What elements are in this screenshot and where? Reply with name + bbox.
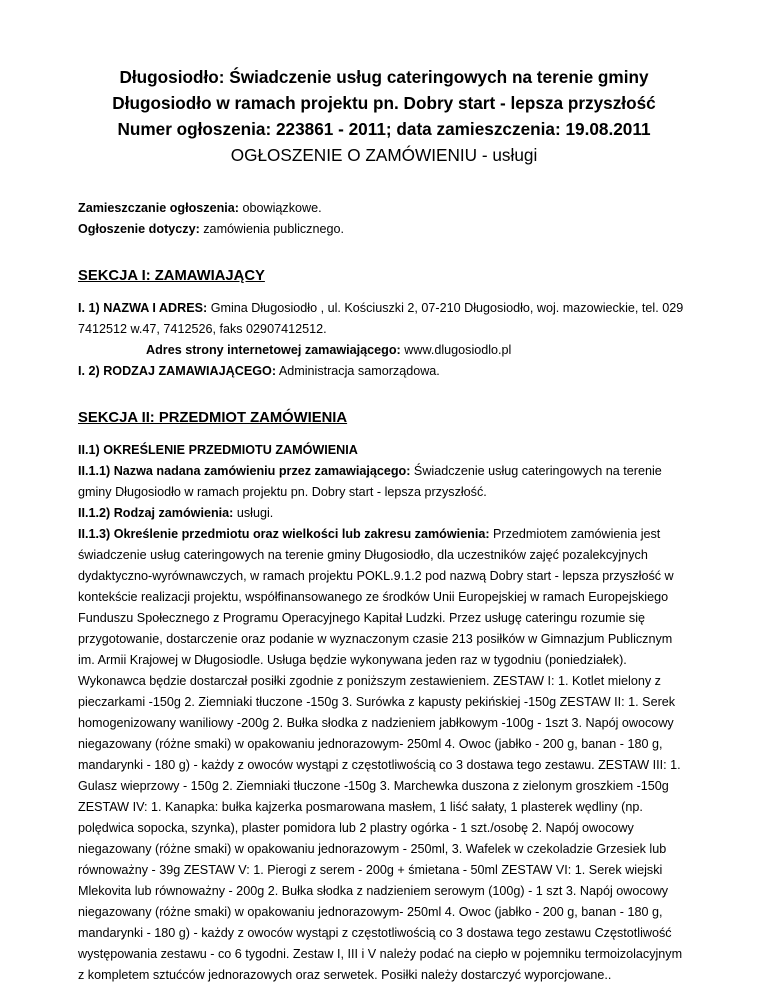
website-value: www.dlugosiodlo.pl (400, 343, 512, 357)
placing-label: Zamieszczanie ogłoszenia: (78, 201, 239, 215)
contract-kind-value: usługi. (233, 506, 274, 520)
contract-scope-row (78, 524, 690, 986)
website-row (78, 340, 690, 361)
contract-name-label: II.1.1) Nazwa nadana zamówieniu przez zamawiającego: (78, 464, 411, 478)
notice-meta (78, 198, 690, 240)
contract-scope-label: II.1.3) Określenie przedmiotu oraz wielkości lub zakresu zamówienia: (78, 527, 490, 541)
concerns-value: zamówienia publicznego. (199, 222, 344, 236)
contract-kind-row (78, 503, 690, 524)
authority-type-label: I. 2) RODZAJ ZAMAWIAJĄCEGO: (78, 364, 277, 378)
title-line-3: Numer ogłoszenia: 223861 - 2011; data zamieszczenia: 19.08.2011 (117, 119, 651, 139)
authority-type-value: Administracja samorządowa. (276, 364, 440, 378)
authority-type-row (78, 361, 690, 382)
contract-kind-label: II.1.2) Rodzaj zamówienia: (78, 506, 234, 520)
concerns-label: Ogłoszenie dotyczy: (78, 222, 200, 236)
contract-name-row (78, 461, 690, 503)
placing-row (78, 198, 690, 219)
subject-heading: II.1) OKREŚLENIE PRZEDMIOTU ZAMÓWIENIA (78, 443, 358, 457)
document-title (78, 64, 690, 168)
contracting-authority-address (78, 298, 690, 340)
address-label: I. 1) NAZWA I ADRES: (78, 301, 208, 315)
address-value: Gmina Długosiodło , ul. Kościuszki 2, 07-210 Długosiodło, woj. mazowieckie, tel. 029 7412512 w.47, 7412526, faks 02907412512. (78, 301, 684, 336)
contract-scope-value: Przedmiotem zamówienia jest świadczenie usług cateringowych na terenie gminy Długosiodło, dla uczestników zajęć pozalekcyjnych dydaktyczno-wyrównawczych, w ramach projektu POKL.9.1.2 pod nazwą Dobry start - lepsza przyszłość w kontekście realizacji projektu, współfinansowanego ze środków Unii Europejskiej w ramach Europejskiego Funduszu Społecznego z Programu Operacyjnego Kapitał Ludzki. Przez usługę cateringu rozumie się przygotowanie, dostarczenie oraz podanie w wyznaczonym czasie 213 posiłków w Gimnazjum Publicznym im. Armii Krajowej w Długosiodle. Usługa będzie wykonywana jeden raz w tygodniu (poniedziałek). Wykonawca będzie dostarczał posiłki zgodnie z poniższym zestawieniem. ZESTAW I: 1. Kotlet mielony z pieczarkami -150g 2. Ziemniaki tłuczone -150g 3. Surówka z kapusty pekińskiej -150g ZESTAW II: 1. Serek homogenizowany waniliowy -200g 2. Bułka słodka z nadzieniem jabłkowym -100g - 1szt 3. Napój owocowy niegazowany (różne smaki) w opakowaniu jednorazowym- 250ml 4. Owoc (jabłko - 200 g, banan - 180 g, mandarynki - 180 g) - każdy z owoców wystąpi z częstotliwością co 3 dostawa tego zestawu. ZESTAW III: 1. Gulasz wieprzowy - 150g 2. Ziemniaki tłuczone -150g 3. Marchewka duszona z zielonym groszkiem -150g ZESTAW IV: 1. Kanapka: bułka kajzerka posmarowana masłem, 1 liść sałaty, 1 plasterek wędliny (np. polędwica sopocka, szynka), plaster pomidora lub 2 plastry ogórka - 1 szt./osobę 2. Napój owocowy niegazowany (różne smaki) w opakowaniu jednorazowym - 250ml, 3. Wafelek w czekoladzie Grzesiek lub równoważny - 39g ZESTAW V: 1. Pierogi z serem - 200g + śmietana - 50ml ZESTAW VI: 1. Serek wiejski Mlekovita lub równoważny - 200g 2. Bułka słodka z nadzieniem serowym (100g) - 1 szt 3. Napój owocowy niegazowany (różne smaki) w opakowaniu jednorazowym- 250ml 4. Owoc (jabłko - 200 g, banan - 180 g, mandarynki - 180 g) - każdy z owoców wystąpi z częstotliwością co 3 dostawa tego zestawu Częstotliwość występowania zestawu - co 6 tygodni. Zestaw I, III i V należy podać na ciepło w pojemniku termoizolacyjnym z kompletem sztućców jednorazowych oraz serwetek. Posiłki należy dostarczyć wyporcjowane.. (78, 527, 683, 982)
section-1-heading: SEKCJA I: ZAMAWIAJĄCY (78, 268, 265, 284)
contract-name-value: Świadczenie usług cateringowych na terenie gminy Długosiodło w ramach projektu pn. Dobry start - lepsza przyszłość. (78, 464, 662, 499)
title-line-4: OGŁOSZENIE O ZAMÓWIENIU - usługi (230, 145, 538, 165)
concerns-row (78, 219, 690, 240)
title-line-1: Długosiodło: Świadczenie usług cateringowych na terenie gminy (119, 67, 649, 87)
placing-value: obowiązkowe. (238, 201, 322, 215)
title-line-2: Długosiodło w ramach projektu pn. Dobry start - lepsza przyszłość (112, 93, 656, 113)
website-label: Adres strony internetowej zamawiającego: (146, 343, 401, 357)
section-2-heading: SEKCJA II: PRZEDMIOT ZAMÓWIENIA (78, 410, 348, 426)
